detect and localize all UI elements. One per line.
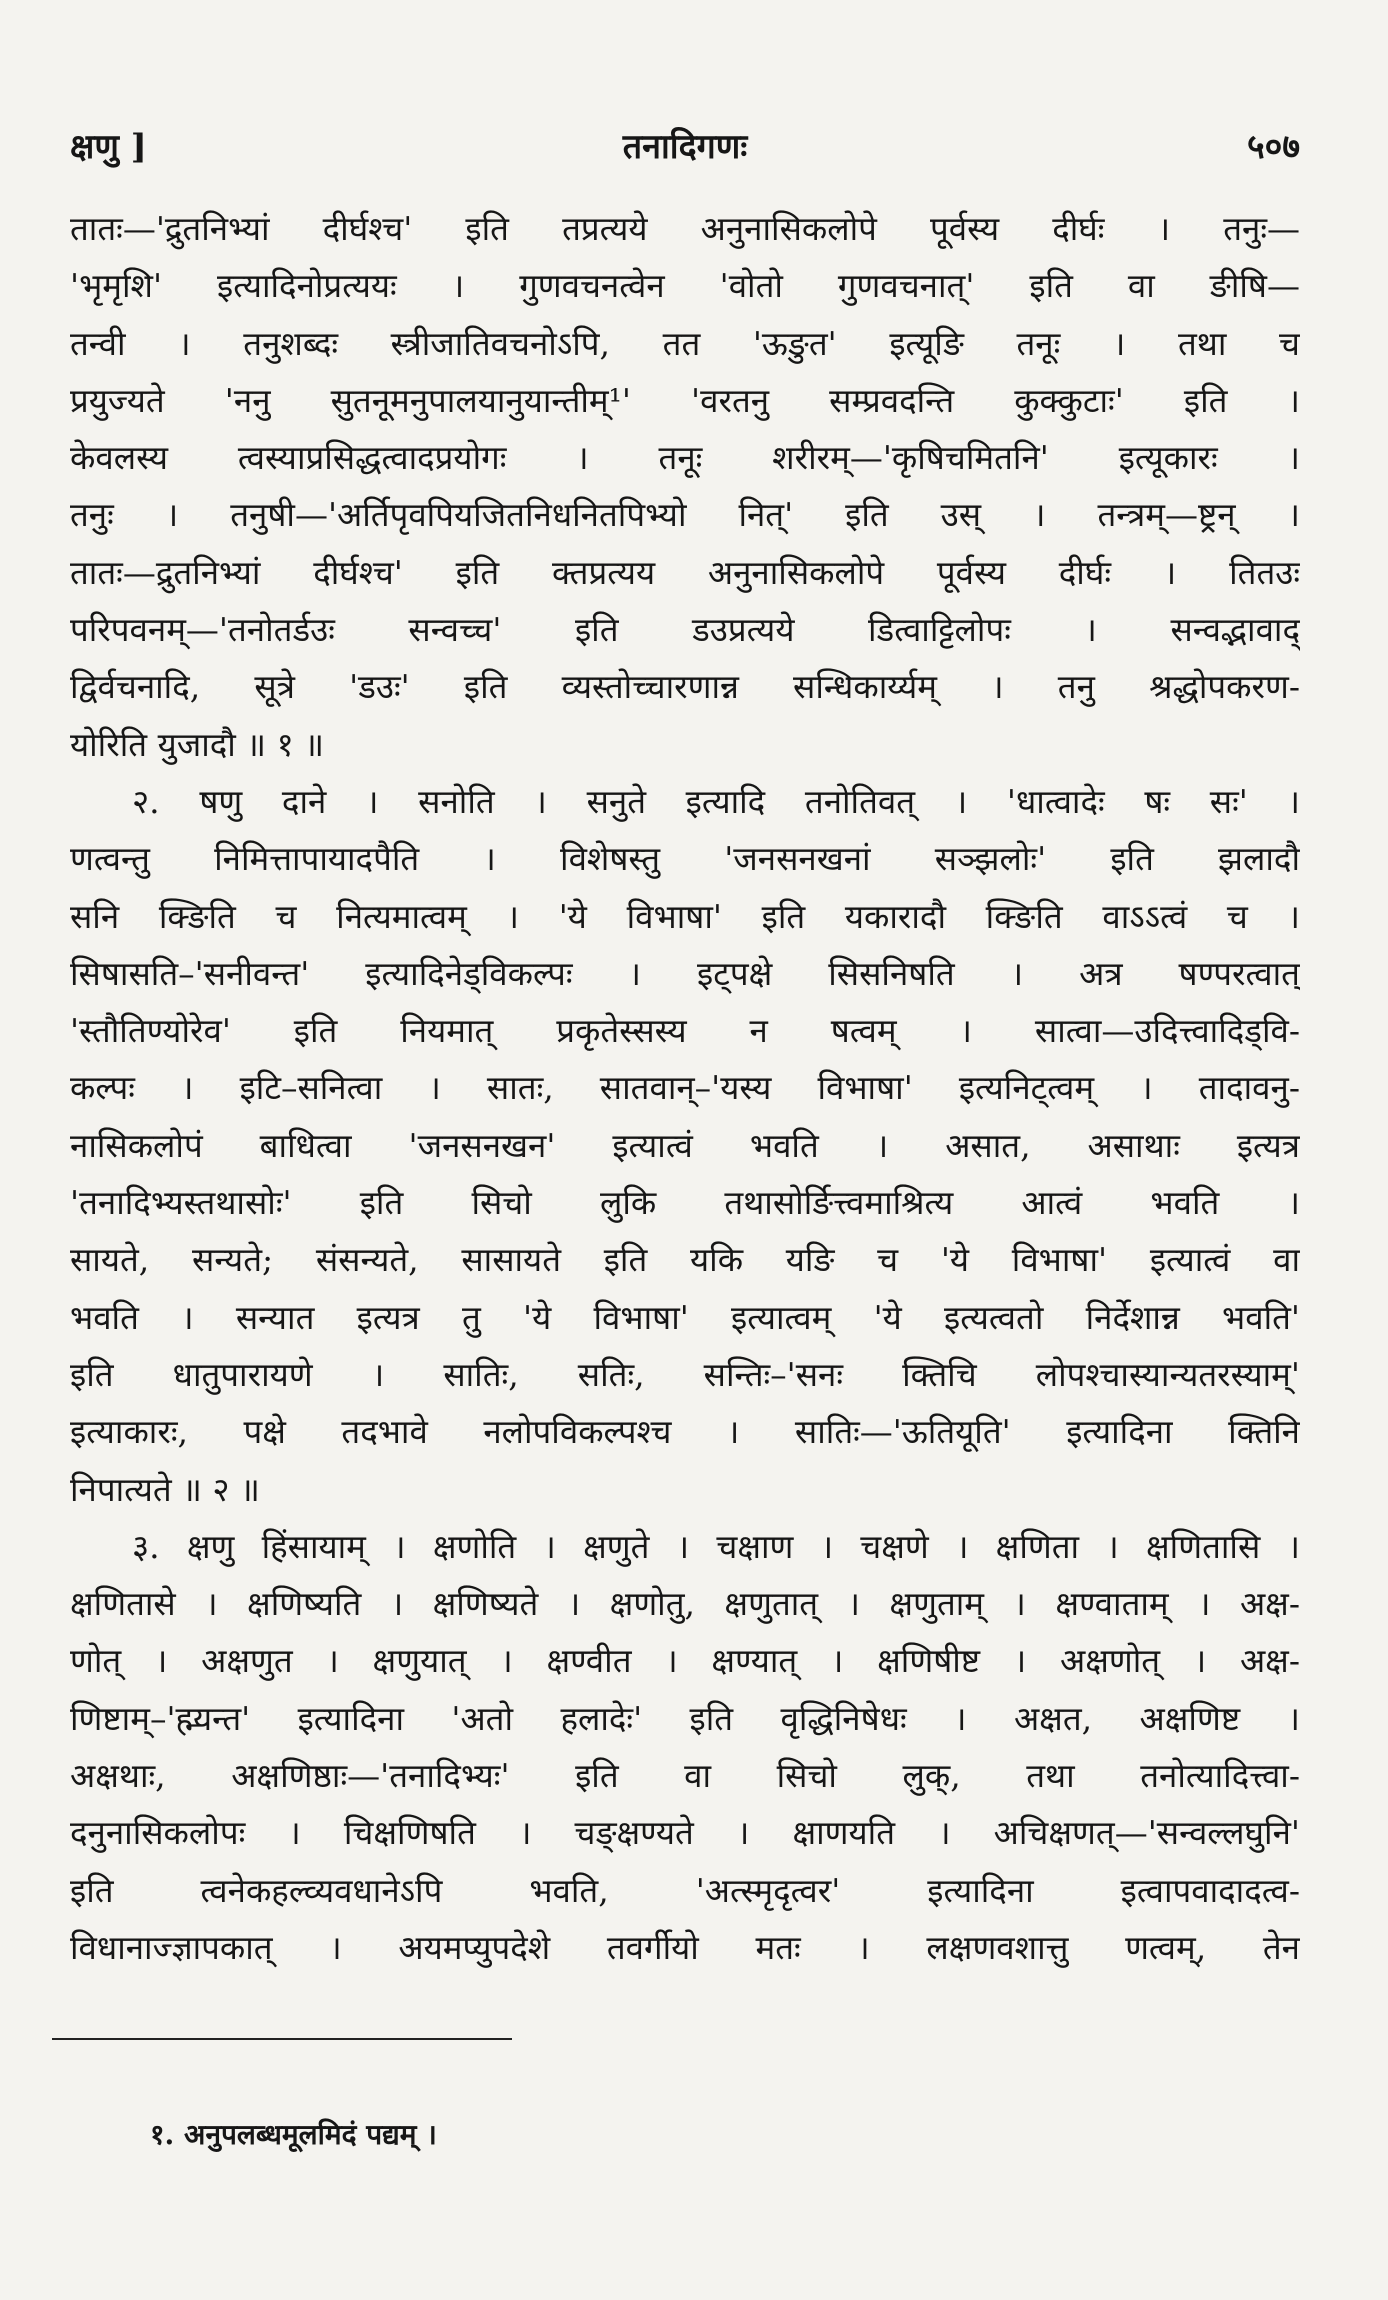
text-line: तन्वी । तनुशब्दः स्त्रीजातिवचनोऽपि, तत 'ऊङुत' इत्यूङि तनूः । तथा च: [70, 323, 1300, 363]
text-line: कल्पः । इटि–सनित्वा । सातः, सातवान्–'यस्य विभाषा' इत्यनिट्त्वम् । तादावनु-: [70, 1068, 1300, 1108]
paragraph-end-line: योरिति युजादौ ॥ १ ॥: [70, 724, 324, 764]
text-line: 'तनादिभ्यस्तथासोः' इति सिचो लुकि तथासोर्ङित्त्वमाश्रित्य आत्वं भवति ।: [70, 1183, 1300, 1223]
page-body: [70, 200, 1300, 1976]
text-line: इति धातुपारायणे । सातिः, सतिः, सन्तिः–'सनः क्तिचि लोपश्चास्यान्यतरस्याम्': [70, 1354, 1300, 1394]
text-line: दनुनासिकलोपः । चिक्षणिषति । चङ्क्षण्यते । क्षाणयति । अचिक्षणत्—'सन्वल्लघुनि': [70, 1813, 1300, 1853]
text-line: ३. क्षणु हिंसायाम् । क्षणोति । क्षणुते । चक्षाण । चक्षणे । क्षणिता । क्षणितासि ।: [132, 1526, 1300, 1566]
text-line: सनि क्ङिति च नित्यमात्वम् । 'ये विभाषा' इति यकारादौ क्ङिति वाऽऽत्वं च ।: [70, 896, 1300, 936]
text-line: 'भृमृशि' इत्यादिनोप्रत्ययः । गुणवचनत्वेन 'वोतो गुणवचनात्' इति वा ङीषि—: [70, 266, 1300, 306]
header-title: तनादिगणः: [622, 127, 748, 167]
page-header: [70, 122, 1300, 172]
text-line: तातः—'द्रुतनिभ्यां दीर्घश्च' इति तप्रत्यये अनुनासिकलोपे पूर्वस्य दीर्घः । तनुः—: [70, 209, 1300, 248]
text-line: प्रयुज्यते 'ननु सुतनूमनुपालयानुयान्तीम्¹' 'वरतनु सम्प्रवदन्ति कुक्कुटाः' इति ।: [70, 380, 1300, 420]
text-line: २. षणु दाने । सनोति । सनुते इत्यादि तनोतिवत् । 'धात्वादेः षः सः' ।: [132, 781, 1300, 821]
text-line: णिष्टाम्–'ह्म्यन्त' इत्यादिना 'अतो हलादेः' इति वृद्धिनिषेधः । अक्षत, अक्षणिष्ट ।: [70, 1698, 1300, 1738]
text-line: केवलस्य त्वस्याप्रसिद्धत्वादप्रयोगः । तनूः शरीरम्—'कृषिचमितनि' इत्यूकारः ।: [70, 438, 1300, 478]
text-line: 'स्तौतिण्योरेव' इति नियमात् प्रकृतेस्सस्य न षत्वम् । सात्वा—उदित्त्वादिड्वि-: [70, 1011, 1300, 1051]
text-line: सायते, सन्यते; संसन्यते, सासायते इति यकि यङि च 'ये विभाषा' इत्यात्वं वा: [70, 1240, 1300, 1280]
text-line: नासिकलोपं बाधित्वा 'जनसनखन' इत्यात्वं भवति । असात, असाथाः इत्यत्र: [70, 1125, 1300, 1165]
text-line: इति त्वनेकहल्व्यवधानेऽपि भवति, 'अत्स्मृदृत्वर' इत्यादिना इत्वापवादादत्व-: [70, 1870, 1300, 1910]
footnote: १. अनुपलब्धमूलमिदं पद्यम् ।: [150, 2118, 437, 2151]
text-line: भवति । सन्यात इत्यत्र तु 'ये विभाषा' इत्यात्वम् 'ये इत्यत्वतो निर्देशान्न भवति': [70, 1297, 1300, 1337]
header-root-word: क्षणु ]: [70, 127, 147, 167]
footnote-divider: [52, 2038, 512, 2040]
text-line: तातः—द्रुतनिभ्यां दीर्घश्च' इति क्तप्रत्यय अनुनासिकलोपे पूर्वस्य दीर्घः । तितउः: [70, 552, 1300, 592]
page-number: ५०७: [1246, 127, 1300, 167]
text-line: इत्याकारः, पक्षे तदभावे नलोपविकल्पश्च । सातिः—'ऊतियूति' इत्यादिना क्तिनि: [70, 1412, 1300, 1452]
text-line: विधानाज्ज्ञापकात् । अयमप्युपदेशे तवर्गीयो मतः । लक्षणवशात्तु णत्वम्, तेन: [70, 1927, 1300, 1967]
paragraph-end-line: निपात्यते ॥ २ ॥: [70, 1469, 260, 1509]
text-line: द्विर्वचनादि, सूत्रे 'डउः' इति व्यस्तोच्चारणान्न सन्धिकार्य्यम् । तनु श्रद्धोपकरण-: [70, 667, 1300, 707]
text-line: तनुः । तनुषी—'अर्तिपृवपियजितनिधनितपिभ्यो नित्' इति उस् । तन्त्रम्—ष्ट्रन् ।: [70, 495, 1300, 535]
text-line: सिषासति–'सनीवन्त' इत्यादिनेड्विकल्पः । इट्पक्षे सिसनिषति । अत्र षण्परत्वात्: [70, 953, 1300, 993]
text-line: णोत् । अक्षणुत । क्षणुयात् । क्षण्वीत । क्षण्यात् । क्षणिषीष्ट । अक्षणोत् । अक्ष-: [70, 1641, 1300, 1681]
text-line: परिपवनम्—'तनोतर्डउः सन्वच्च' इति डउप्रत्यये डित्वाट्टिलोपः । सन्वद्भावाद्: [70, 610, 1300, 650]
text-line: अक्षथाः, अक्षणिष्ठाः—'तनादिभ्यः' इति वा सिचो लुक्, तथा तनोत्यादित्त्वा-: [70, 1756, 1300, 1796]
text-line: णत्वन्तु निमित्तापायादपैति । विशेषस्तु 'जनसनखनां सञ्झलोः' इति झलादौ: [70, 839, 1300, 879]
text-line: क्षणितासे । क्षणिष्यति । क्षणिष्यते । क्षणोतु, क्षणुतात् । क्षणुताम् । क्षण्वाताम् । अक्ष-: [70, 1584, 1300, 1624]
